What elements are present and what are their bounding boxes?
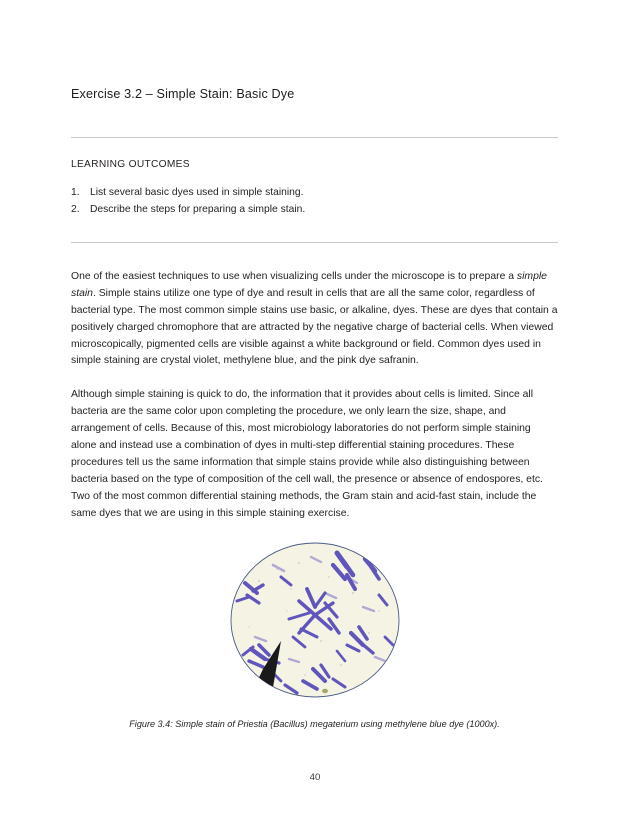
body-paragraph-2: Although simple staining is quick to do, the information that it provides about cells is limited. Since all bacteria are the same color upon completing the procedure, we only learn the size, shape, and arrangement of cells. Because of this, most microbiology laboratories do not perform simple staining alone and instead use a combination of dyes in multi-step differential staining procedures. These procedures tell us the same information that simple stains provide while also distinguishing between bacteria based on the type of composition of the cell wall, the presence or absence of endospores, etc. Two of the most common differential staining methods, the Gram stain and acid-fast stain, include the same dyes that we are using in this simple staining exercise. bbox=[71, 389, 543, 520]
paragraph-1-part-a: One of the easiest techniques to use when visualizing cells under the microscope is to prepare a bbox=[71, 270, 517, 282]
page-title: Exercise 3.2 – Simple Stain: Basic Dye bbox=[71, 87, 295, 101]
list-item-number: 2. bbox=[71, 204, 80, 216]
figure-block bbox=[71, 523, 558, 732]
learning-outcomes-list bbox=[71, 170, 558, 218]
paragraph-1-italic-term: simple stain bbox=[71, 270, 547, 299]
figure-caption: Figure 3.4: Simple stain of Priestia (Bacillus) megaterium using methylene blue dye (1000x). bbox=[129, 719, 500, 730]
page-content bbox=[71, 0, 558, 732]
page-number: 40 bbox=[309, 772, 321, 783]
learning-outcomes-heading: LEARNING OUTCOMES bbox=[71, 159, 190, 171]
list-item-label: List several basic dyes used in simple staining. bbox=[90, 187, 304, 199]
body-paragraph-1 bbox=[71, 243, 558, 371]
list-item bbox=[71, 185, 558, 202]
micrograph-svg bbox=[229, 541, 401, 699]
list-item-label: Describe the steps for preparing a simple stain. bbox=[90, 204, 306, 216]
debris-speck bbox=[322, 689, 328, 693]
list-item-number: 1. bbox=[71, 187, 80, 199]
paragraph-1-part-b: . Simple stains utilize one type of dye and result in cells that are all the same color, regardless of bacterial type. The most common simple stains use basic, or alkaline, dyes. These are dyes that contain a positively charged chromophore that are attracted by the negative charge of bacterial cells. When viewed microscopically, pigmented cells are visible against a white background or field. Common dyes used in simple staining are crystal violet, methylene blue, and the pink dye safranin. bbox=[71, 287, 558, 367]
list-item bbox=[71, 202, 558, 219]
micrograph-image bbox=[229, 541, 401, 699]
